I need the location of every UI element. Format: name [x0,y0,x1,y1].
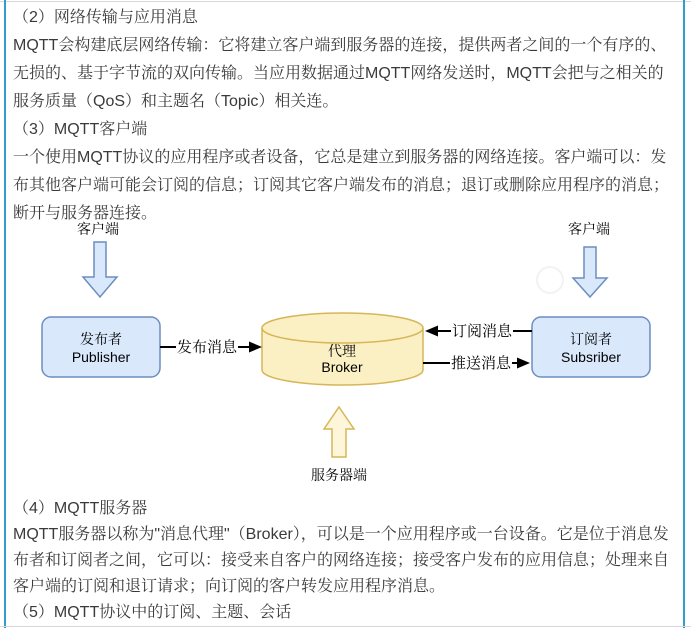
paragraph-mqtt-client: 一个使用MQTT协议的应用程序或者设备，它总是建立到服务器的网络连接。客户端可以：发布其他客户端可能会订阅的信息；订阅其它客户端发布的消息；退订或删除应用程序的消息；断开与服务器连接。 [13,149,670,222]
heading-5: （5）MQTT协议中的订阅、主题、会话 [13,604,292,621]
mqtt-architecture-diagram [0,220,691,492]
publisher-node [42,317,160,377]
push-edge-label: 推送消息 [450,355,512,372]
top-divider [0,1,691,2]
paragraph-network-transport: MQTT会构建底层网络传输：它将建立客户端到服务器的连接，提供两者之间的一个有序的、无损的、基于字节流的双向传输。当应用数据通过MQTT网络发送时，MQTT会把与之相关的服务质量（QoS）和主题名（Topic）相关连。 [13,37,667,110]
subscribe-edge-label: 订阅消息 [451,323,513,340]
publish-edge-label: 发布消息 [176,339,238,356]
watermark-circle [537,267,563,293]
publisher-label-en: Publisher [71,349,131,365]
subscriber-node [532,317,650,377]
subscribe-edge [425,322,532,340]
push-edge [423,354,530,372]
client-label-right: 客户端 [568,221,610,237]
bottom-divider [0,626,691,627]
right-border [683,0,685,628]
heading-4: （4）MQTT服务器 [13,500,148,517]
heading-2: （2）网络传输与应用消息 [13,9,198,26]
paragraph-mqtt-server: MQTT服务器以称为"消息代理"（Broker），可以是一个应用程序或一台设备。它是位于消息发布者和订阅者之间，它可以：接受来自客户的网络连接；接受客户发布的应用信息；处理来自客户端的订阅和退订请求；向订阅的客户转发应用程序消息。 [13,526,670,595]
client-label-left: 客户端 [77,221,119,237]
down-arrow-icon-left [83,242,117,297]
subscriber-label-en: Subsriber [561,349,621,365]
down-arrow-icon-right [573,247,607,297]
broker-label-en: Broker [321,359,363,375]
top-text-section [0,0,691,228]
left-border [4,0,6,628]
server-side-label: 服务器端 [311,467,367,483]
publisher-label-zh: 发布者 [80,331,122,347]
heading-3: （3）MQTT客户端 [13,121,148,138]
broker-label-zh: 代理 [328,343,356,359]
subscriber-label-zh: 订阅者 [570,331,612,347]
bottom-text-section [0,496,691,626]
publish-edge [160,338,262,356]
up-arrow-icon [324,407,354,457]
